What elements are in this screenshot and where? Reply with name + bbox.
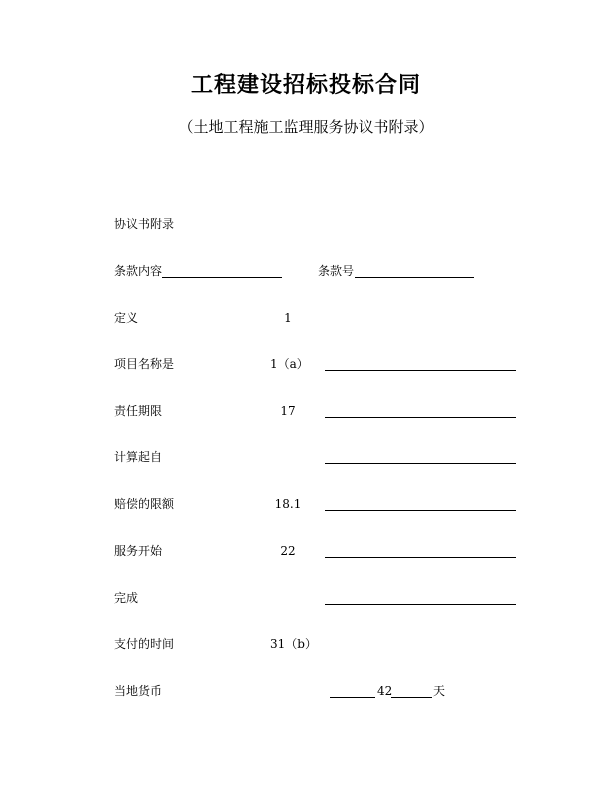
row-label: 当地货币 (114, 684, 163, 698)
row-label: 赔偿的限额 (114, 497, 175, 511)
clause-number-label: 条款号 (318, 264, 355, 278)
fill-in-blank[interactable] (325, 510, 516, 511)
row-clause-number: 1 (284, 311, 292, 325)
clause-content-blank[interactable] (162, 277, 282, 278)
fill-in-blank[interactable] (325, 463, 516, 464)
row-clause-number: 1（a） (270, 357, 309, 371)
clause-content-label: 条款内容 (114, 264, 163, 278)
row-service-start (0, 541, 612, 561)
fill-in-blank[interactable] (325, 370, 516, 371)
row-label: 定义 (114, 311, 139, 325)
currency-unit: 天 (433, 684, 446, 698)
row-definition (0, 308, 612, 328)
currency-blank-right[interactable] (391, 697, 432, 698)
row-clause-number: 22 (280, 544, 296, 558)
currency-blank-left[interactable] (330, 697, 375, 698)
clause-number-blank[interactable] (355, 277, 474, 278)
row-calculated-from (0, 447, 612, 467)
fill-in-blank[interactable] (325, 557, 516, 558)
row-label: 计算起自 (114, 450, 163, 464)
row-clause-number: 31（b） (270, 637, 317, 651)
row-label: 支付的时间 (114, 637, 175, 651)
row-label: 完成 (114, 591, 139, 605)
row-clause-number: 42 (377, 684, 393, 698)
row-local-currency (0, 681, 612, 701)
row-project-name (0, 354, 612, 374)
row-clause-number: 18.1 (274, 497, 302, 511)
fill-in-blank[interactable] (325, 417, 516, 418)
row-payment-time (0, 634, 612, 654)
row-liability-period (0, 401, 612, 421)
row-compensation-limit (0, 494, 612, 514)
document-subtitle: （土地工程施工监理服务协议书附录） (178, 118, 434, 136)
row-label: 责任期限 (114, 404, 163, 418)
row-label: 服务开始 (114, 544, 163, 558)
section-heading: 协议书附录 (114, 217, 175, 231)
document-title: 工程建设招标投标合同 (190, 73, 421, 98)
row-label: 项目名称是 (114, 357, 175, 371)
row-clause-number: 17 (280, 404, 296, 418)
clause-header-row (0, 261, 612, 281)
row-completion (0, 588, 612, 608)
fill-in-blank[interactable] (325, 604, 516, 605)
section-heading-row (0, 214, 612, 234)
